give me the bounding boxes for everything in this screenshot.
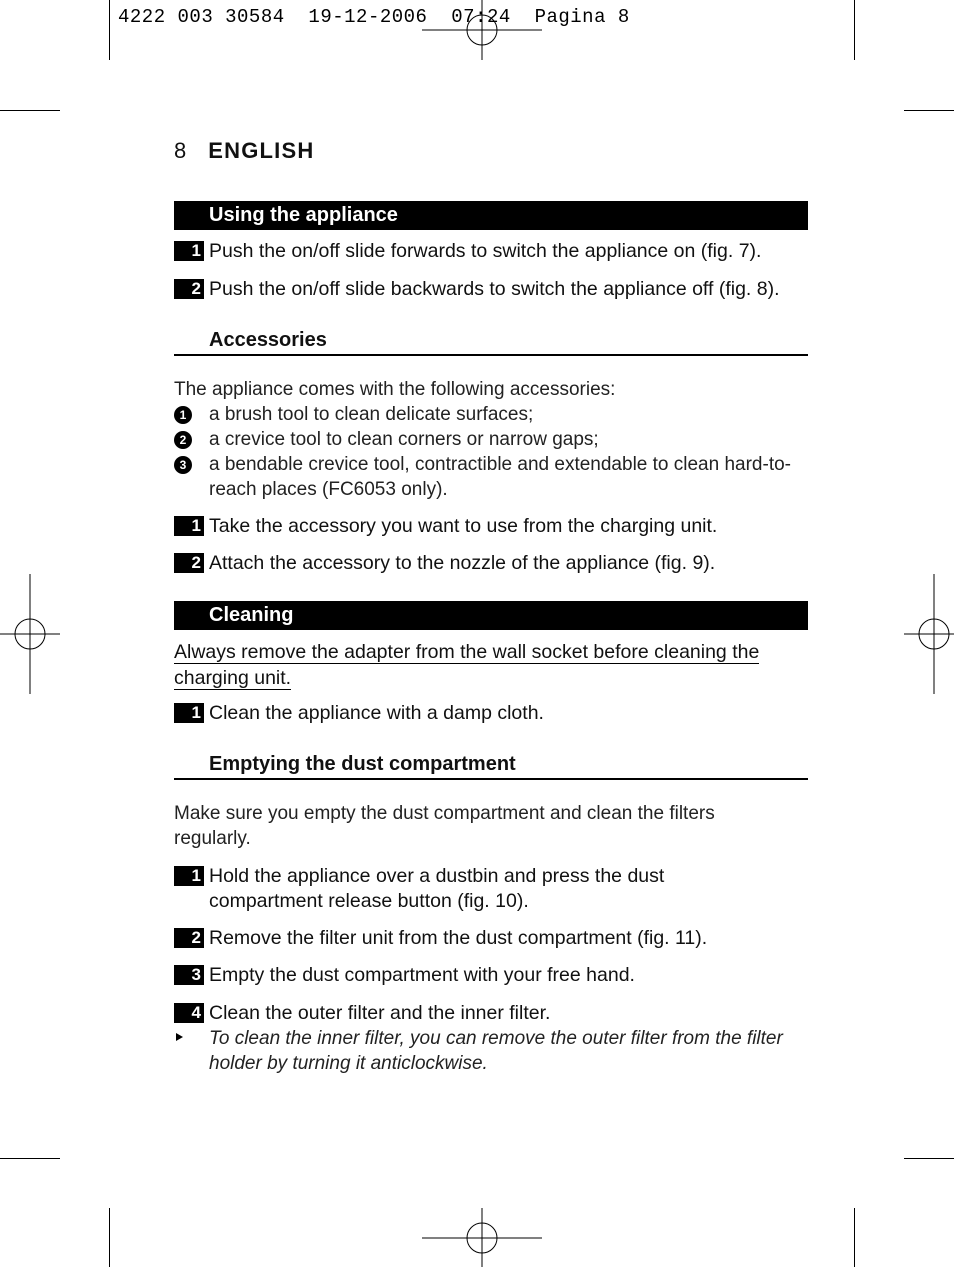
tip-text: To clean the inner filter, you can remove the outer filter from the filter holder by turning it anticlockwise. bbox=[209, 1028, 783, 1074]
step-number: 1 bbox=[174, 241, 204, 261]
accessory-list-item bbox=[174, 402, 808, 427]
step-text: Attach the accessory to the nozzle of the appliance (fig. 9). bbox=[209, 552, 716, 574]
number-circle-icon: 1 bbox=[174, 406, 192, 424]
filter-tip bbox=[174, 1026, 794, 1076]
subheading-dust: Emptying the dust compartment bbox=[174, 752, 808, 780]
number-circle-icon: 3 bbox=[174, 456, 192, 474]
step-item bbox=[174, 551, 814, 576]
subheading-accessories: Accessories bbox=[174, 328, 808, 356]
step-text: Push the on/off slide forwards to switch the appliance on (fig. 7). bbox=[209, 240, 762, 262]
step-number: 1 bbox=[174, 516, 204, 536]
step-item bbox=[174, 963, 814, 988]
warning-text: Always remove the adapter from the wall socket before cleaning the charging unit. bbox=[174, 641, 760, 689]
crop-mark bbox=[109, 0, 110, 60]
crop-mark bbox=[904, 110, 954, 111]
page-number: 8 bbox=[174, 138, 187, 163]
registration-mark-icon bbox=[422, 0, 542, 60]
crop-mark bbox=[0, 1158, 60, 1159]
page-language: ENGLISH bbox=[208, 138, 315, 163]
step-item bbox=[174, 514, 814, 539]
registration-mark-icon bbox=[422, 1208, 542, 1267]
step-text: Hold the appliance over a dustbin and press the dust compartment release button (fig. 10). bbox=[209, 865, 665, 912]
step-number: 2 bbox=[174, 928, 204, 948]
number-circle-icon: 2 bbox=[174, 431, 192, 449]
accessory-text: a bendable crevice tool, contractible and extendable to clean hard-to-reach places (FC6053 only). bbox=[209, 454, 791, 500]
accessory-list-item bbox=[174, 427, 808, 452]
crop-mark bbox=[109, 1208, 110, 1267]
step-text: Push the on/off slide backwards to switch the appliance off (fig. 8). bbox=[209, 278, 780, 300]
step-number: 2 bbox=[174, 553, 204, 573]
triangle-bullet-icon bbox=[176, 1033, 183, 1041]
step-item bbox=[174, 1001, 814, 1026]
step-number: 1 bbox=[174, 703, 204, 723]
accessory-text: a brush tool to clean delicate surfaces; bbox=[209, 404, 534, 425]
registration-mark-icon bbox=[904, 574, 954, 694]
step-text: Remove the filter unit from the dust compartment (fig. 11). bbox=[209, 927, 708, 949]
crop-mark bbox=[854, 1208, 855, 1267]
step-item bbox=[174, 277, 814, 302]
accessory-text: a crevice tool to clean corners or narrow gaps; bbox=[209, 429, 599, 450]
step-text: Empty the dust compartment with your free hand. bbox=[209, 964, 635, 986]
dust-intro: Make sure you empty the dust compartment and clean the filters regularly. bbox=[174, 803, 715, 849]
crop-mark bbox=[854, 0, 855, 60]
step-text: Clean the appliance with a damp cloth. bbox=[209, 702, 544, 724]
step-number: 4 bbox=[174, 1003, 204, 1023]
step-item bbox=[174, 701, 814, 726]
step-number: 3 bbox=[174, 965, 204, 985]
step-item bbox=[174, 239, 814, 264]
section-heading-cleaning: Cleaning bbox=[174, 601, 808, 630]
step-number: 1 bbox=[174, 866, 204, 886]
accessories-intro: The appliance comes with the following accessories: bbox=[174, 379, 616, 400]
step-item bbox=[174, 864, 734, 914]
step-text: Clean the outer filter and the inner filter. bbox=[209, 1002, 551, 1024]
cleaning-warning bbox=[174, 639, 804, 691]
crop-mark bbox=[0, 110, 60, 111]
page-heading bbox=[174, 138, 314, 164]
crop-mark bbox=[904, 1158, 954, 1159]
step-item bbox=[174, 926, 814, 951]
step-text: Take the accessory you want to use from the charging unit. bbox=[209, 515, 718, 537]
accessory-list-item bbox=[174, 452, 800, 502]
section-heading-using: Using the appliance bbox=[174, 201, 808, 230]
print-header: 4222 003 30584 19-12-2006 07:24 Pagina 8 bbox=[118, 6, 630, 28]
registration-mark-icon bbox=[0, 574, 60, 694]
step-number: 2 bbox=[174, 279, 204, 299]
